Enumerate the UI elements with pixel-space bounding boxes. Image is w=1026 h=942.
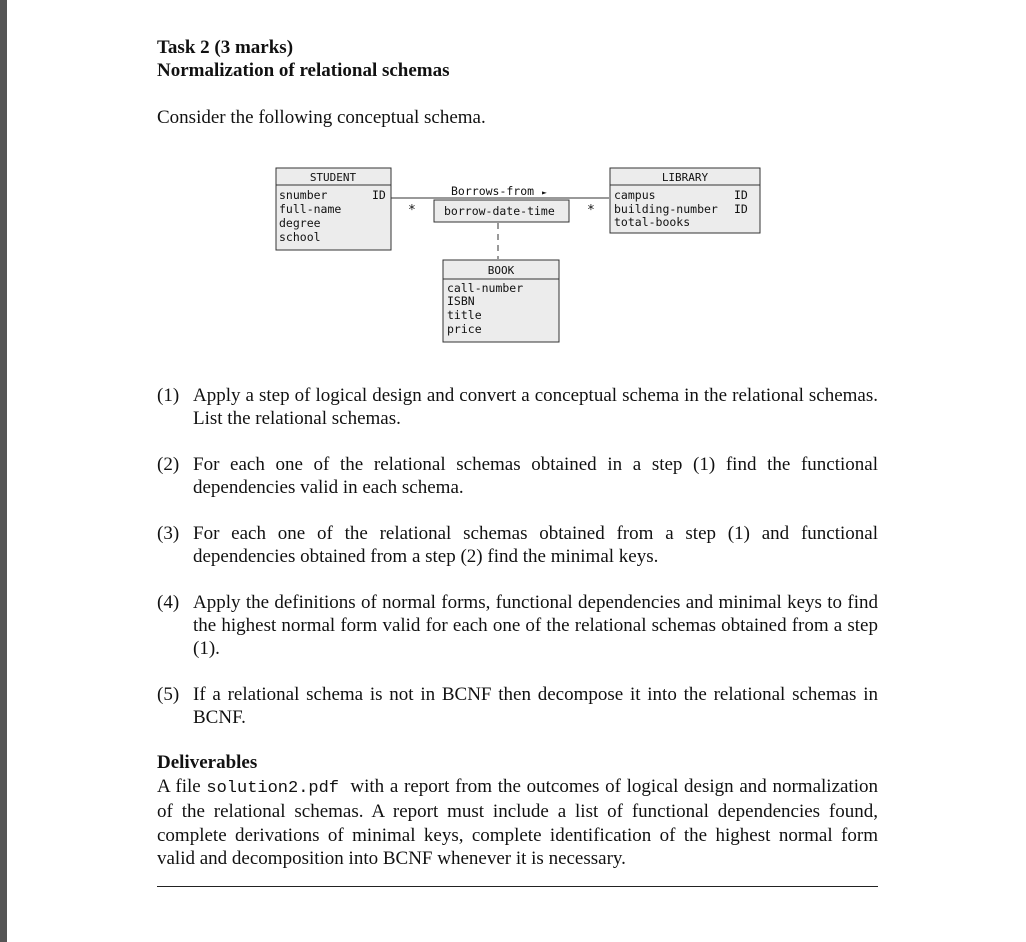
book-attr: title	[447, 308, 482, 322]
entity-student	[276, 168, 391, 250]
library-attr: campus	[614, 188, 656, 202]
multiplicity-left: *	[408, 203, 416, 218]
relationship-name: Borrows-from	[451, 184, 535, 198]
relationship-arrow-icon: ►	[542, 188, 547, 197]
item-text: Apply the definitions of normal forms, functional dependencies and minimal keys to find the highest normal form valid for each one of the relational schemas obtained from a step (1).	[193, 592, 878, 659]
item-text: For each one of the relational schemas obtained from a step (1) and functional dependencies obtained from a step (2) find the minimal keys.	[193, 523, 878, 567]
page-divider	[157, 886, 878, 887]
association-class-box	[434, 200, 569, 222]
item-text: If a relational schema is not in BCNF then decompose it into the relational schemas in BCNF.	[193, 684, 878, 728]
entity-book	[443, 260, 559, 342]
entity-library	[610, 168, 760, 233]
intro-text: Consider the following conceptual schema.	[157, 107, 486, 128]
task-title: Task 2 (3 marks)	[157, 37, 294, 58]
item-number: (3)	[157, 523, 180, 544]
deliverables-filename: solution2.pdf	[206, 779, 340, 798]
item-text: For each one of the relational schemas obtained in a step (1) find the functional dependencies valid in each schema.	[193, 454, 878, 498]
entity-student-name: STUDENT	[309, 171, 357, 184]
deliverables-heading: Deliverables	[157, 752, 258, 773]
student-id-label: ID	[372, 188, 386, 202]
entity-library-name: LIBRARY	[661, 171, 709, 184]
book-attr: call-number	[447, 281, 524, 295]
deliverables-text	[157, 775, 878, 870]
student-attr: school	[279, 230, 321, 244]
entity-book-name: BOOK	[487, 264, 515, 277]
library-attr: total-books	[614, 215, 691, 229]
item-number: (1)	[157, 385, 180, 406]
deliverables-prefix: A file	[157, 776, 201, 797]
item-number: (5)	[157, 684, 180, 705]
deliverables-body: with a report from the outcomes of logical design and normalization of the relational schemas. A report must include a list of functional dependencies found, complete derivations of minimal keys, complete identification of the highest normal form valid and decomposition into BCNF whenever it is necessary.	[157, 776, 878, 869]
library-id-label: ID	[734, 202, 748, 216]
library-attr: building-number	[614, 202, 718, 216]
item-text: Apply a step of logical design and convert a conceptual schema in the relational schemas. List the relational schemas.	[193, 385, 878, 429]
task-subtitle: Normalization of relational schemas	[157, 60, 450, 81]
student-attr: full-name	[279, 202, 342, 216]
library-id-label: ID	[734, 188, 748, 202]
conceptual-schema-diagram	[0, 0, 1026, 360]
relationship-attr: borrow-date-time	[444, 204, 555, 218]
item-number: (4)	[157, 592, 180, 613]
book-attr: ISBN	[447, 294, 475, 308]
multiplicity-right: *	[587, 203, 595, 218]
student-attr: snumber	[279, 188, 328, 202]
item-number: (2)	[157, 454, 180, 475]
student-attr: degree	[279, 216, 321, 230]
book-attr: price	[447, 322, 482, 336]
